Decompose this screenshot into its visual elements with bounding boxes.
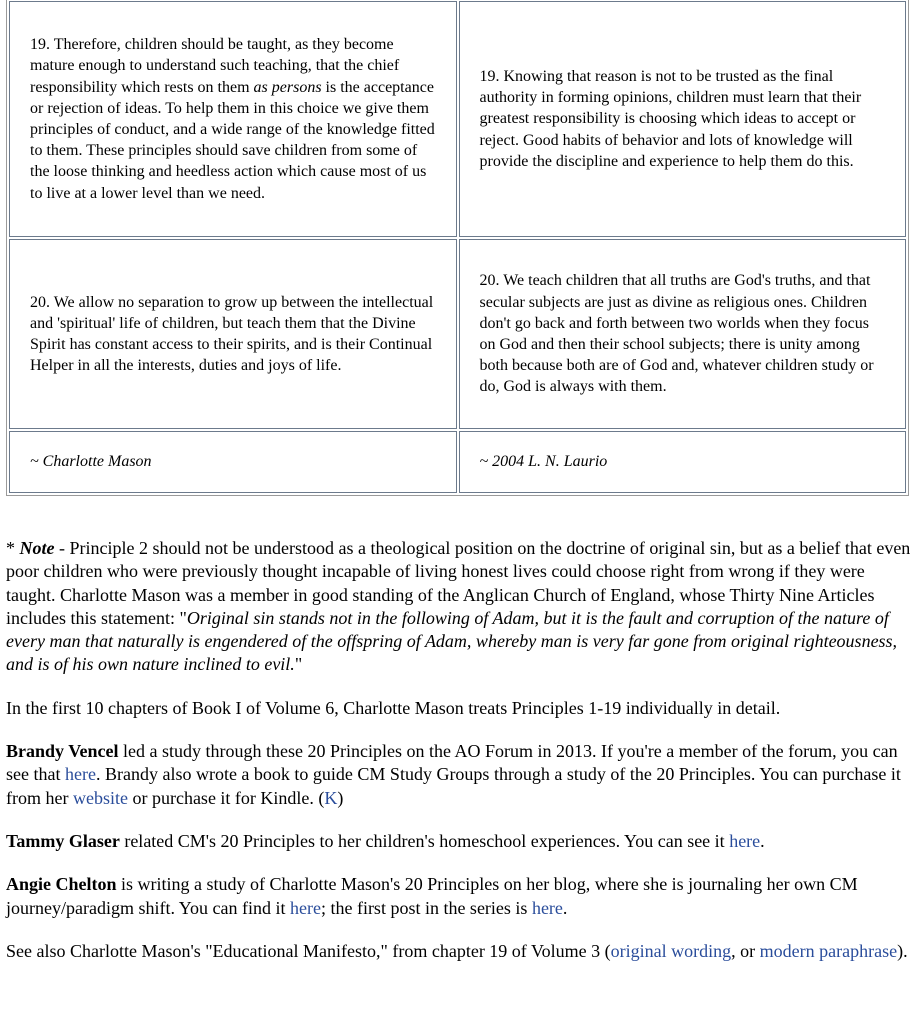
original-sin-quote: Original sin stands not in the following of Adam, but it is the fault and corruption of the nature of every man that naturally is engendered of the offspring of Adam, whereby man is very far gone from original righteousness, and is of his own nature inclined to evil. [6, 607, 898, 675]
table-row [9, 1, 906, 237]
author-name: Brandy Vencel [6, 741, 119, 762]
principle-19-original: 19. Therefore, children should be taught, as they become mature enough to understand such teaching, that the chief responsibility which rests on them as persons is the acceptance or rejection of ideas. To help them in this choice we give them principles of conduct, and a wide range of the knowledge fitted to them. These principles should save children from some of the loose thinking and heedless action which cause most of us to live at a lower level than we need. [9, 1, 457, 237]
forum-link[interactable]: here [64, 764, 96, 785]
see-also-paragraph: See also Charlotte Mason's "Educational Manifesto," from chapter 19 of Volume 3 (original wording, or modern paraphrase). [6, 940, 908, 961]
author-name: Angie Chelton [6, 874, 117, 895]
angie-paragraph: Angie Chelton is writing a study of Charlotte Mason's 20 Principles on her blog, where she is journaling her own CM journey/paradigm shift. You can find it here; the first post in the series is here. [6, 874, 858, 918]
table-row [9, 239, 906, 429]
table-row [9, 431, 906, 493]
principle-20-original: 20. We allow no separation to grow up between the intellectual and 'spiritual' life of children, but teach them that the Divine Spirit has constant access to their spirits, and is their Continual Helper in all the interests, duties and joys of life. [9, 239, 457, 429]
modern-paraphrase-link[interactable]: modern paraphrase [759, 940, 898, 961]
signature-charlotte-mason: ~ Charlotte Mason [9, 431, 457, 493]
signature-laurio: ~ 2004 L. N. Laurio [459, 431, 907, 493]
article-body [6, 537, 911, 983]
blog-link[interactable]: here [289, 897, 321, 918]
tammy-link[interactable]: here [729, 830, 761, 851]
principle-19-paraphrase: 19. Knowing that reason is not to be trusted as the final authority in forming opinions, children must learn that their greatest responsibility is choosing which ideas to accept or reject. Good habits of behavior and lots of knowledge will provide the discipline and experience to help them do this. [459, 1, 907, 237]
original-wording-link[interactable]: original wording [610, 940, 732, 961]
note-paragraph: * Note - Principle 2 should not be understood as a theological position on the doctrine of original sin, but as a belief that even poor children who were previously thought incapable of living honest lives could choose right from wrong if they were taught. Charlotte Mason was a member in good standing of the Anglican Church of England, whose Thirty Nine Articles includes this statement: "Original sin stands not in the following of Adam, but it is the fault and corruption of the nature of every man that naturally is engendered of the offspring of Adam, whereby man is very far gone from original righteousness, and is of his own nature inclined to evil." [6, 538, 911, 675]
emphasis-text: as persons [253, 78, 322, 96]
kindle-link[interactable]: K [324, 787, 338, 808]
book-paragraph: In the first 10 chapters of Book I of Volume 6, Charlotte Mason treats Principles 1-19 individually in detail. [6, 697, 781, 718]
principles-table [6, 0, 909, 496]
brandy-paragraph: Brandy Vencel led a study through these 20 Principles on the AO Forum in 2013. If you're a member of the forum, you can see that here. Brandy also wrote a book to guide CM Study Groups through a study of the 20 Principles. You can purchase it from her website or purchase it for Kindle. (K) [6, 741, 901, 808]
note-label: Note [19, 538, 55, 558]
principle-20-paraphrase: 20. We teach children that all truths are God's truths, and that secular subjects are just as divine as religious ones. Children don't go back and forth between two worlds when they focus on God and then their school subjects; there is unity among both because both are of God and, whatever children study or do, God is always with them. [459, 239, 907, 429]
first-post-link[interactable]: here [531, 897, 563, 918]
author-name: Tammy Glaser [6, 830, 120, 851]
tammy-paragraph: Tammy Glaser related CM's 20 Principles to her children's homeschool experiences. You can see it here. [6, 830, 765, 851]
website-link[interactable]: website [72, 787, 128, 808]
